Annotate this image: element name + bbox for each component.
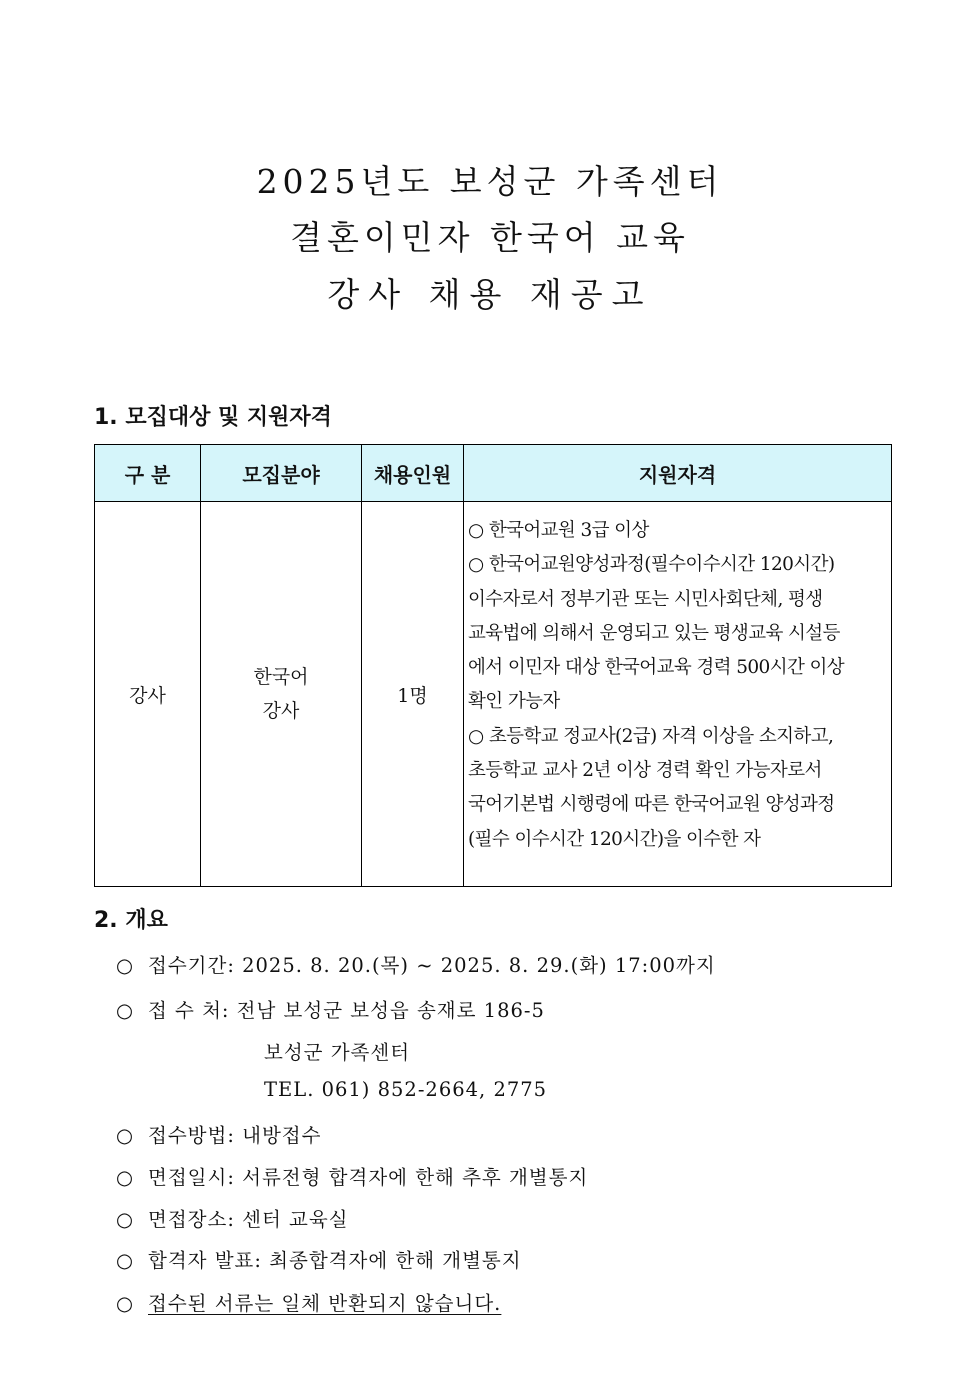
overview-text: 접 수 처: 전남 보성군 보성읍 송재로 186-5 <box>148 999 545 1022</box>
qualification-line: 이수자로서 정부기관 또는 시민사회단체, 평생 <box>468 588 823 610</box>
overview-text: 접수방법: 내방접수 <box>148 1124 322 1147</box>
overview-item-period <box>116 950 716 978</box>
overview-text: 합격자 발표: 최종합격자에 한해 개별통지 <box>148 1249 522 1272</box>
qualification-line: (필수 이수시간 120시간)을 이수한 자 <box>468 828 761 850</box>
header-field: 모집분야 <box>201 445 362 502</box>
overview-item-interview-date <box>116 1162 588 1190</box>
cell-field-line2: 강사 <box>262 700 300 722</box>
cell-field-line1: 한국어 <box>253 666 309 688</box>
circle-bullet-icon: ○ <box>116 1166 135 1189</box>
overview-item-documents-notice <box>116 1288 501 1316</box>
circle-bullet-icon: ○ <box>116 1208 135 1231</box>
overview-address-tel: TEL. 061) 852-2664, 2775 <box>264 1078 548 1101</box>
recruitment-table <box>94 444 892 887</box>
overview-item-announcement <box>116 1245 522 1273</box>
doc-title-line2: 결혼이민자 한국어 교육 <box>290 218 690 257</box>
overview-text: 접수기간: 2025. 8. 20.(목) ~ 2025. 8. 29.(화) 17:00까지 <box>148 954 716 977</box>
section-heading-recruitment: 1. 모집대상 및 지원자격 <box>94 405 332 430</box>
overview-item-interview-place <box>116 1204 349 1232</box>
qualification-line: ○ 한국어교원 3급 이상 <box>468 520 649 541</box>
overview-text: 면접일시: 서류전형 합격자에 한해 추후 개별통지 <box>148 1166 589 1189</box>
doc-title-line3: 강사 채용 재공고 <box>327 275 653 314</box>
overview-item-place <box>116 995 545 1023</box>
header-count: 채용인원 <box>362 445 464 502</box>
circle-bullet-icon: ○ <box>116 1124 135 1147</box>
qualification-line: ○ 한국어교원양성과정(필수이수시간 120시간) <box>468 554 835 576</box>
header-qualification: 지원자격 <box>464 445 892 502</box>
qualification-line: 확인 가능자 <box>468 691 560 713</box>
overview-address-org: 보성군 가족센터 <box>264 1041 411 1064</box>
overview-item-method <box>116 1120 321 1148</box>
header-category: 구 분 <box>95 445 201 502</box>
qualification-line: ○ 초등학교 정교사(2급) 자격 이상을 소지하고, <box>468 725 834 747</box>
circle-bullet-icon: ○ <box>116 1292 135 1315</box>
section-heading-overview: 2. 개요 <box>94 908 168 933</box>
cell-count: 1명 <box>362 502 464 887</box>
cell-field <box>201 502 362 887</box>
circle-bullet-icon: ○ <box>116 954 135 977</box>
table-row <box>95 502 892 887</box>
cell-category: 강사 <box>95 502 201 887</box>
circle-bullet-icon: ○ <box>116 999 135 1022</box>
table-header-row <box>95 445 892 502</box>
doc-title-line1: 2025년도 보성군 가족센터 <box>256 162 724 201</box>
cell-qualifications <box>464 502 892 887</box>
qualification-line: 교육법에 의해서 운영되고 있는 평생교육 시설등 <box>468 622 840 644</box>
qualification-line: 국어기본법 시행령에 따른 한국어교원 양성과정 <box>468 794 835 816</box>
qualification-line: 에서 이민자 대상 한국어교육 경력 500시간 이상 <box>468 657 845 679</box>
overview-text: 접수된 서류는 일체 반환되지 않습니다. <box>148 1292 502 1315</box>
circle-bullet-icon: ○ <box>116 1249 135 1272</box>
overview-text: 면접장소: 센터 교육실 <box>148 1208 349 1231</box>
qualification-line: 초등학교 교사 2년 이상 경력 확인 가능자로서 <box>468 760 822 782</box>
